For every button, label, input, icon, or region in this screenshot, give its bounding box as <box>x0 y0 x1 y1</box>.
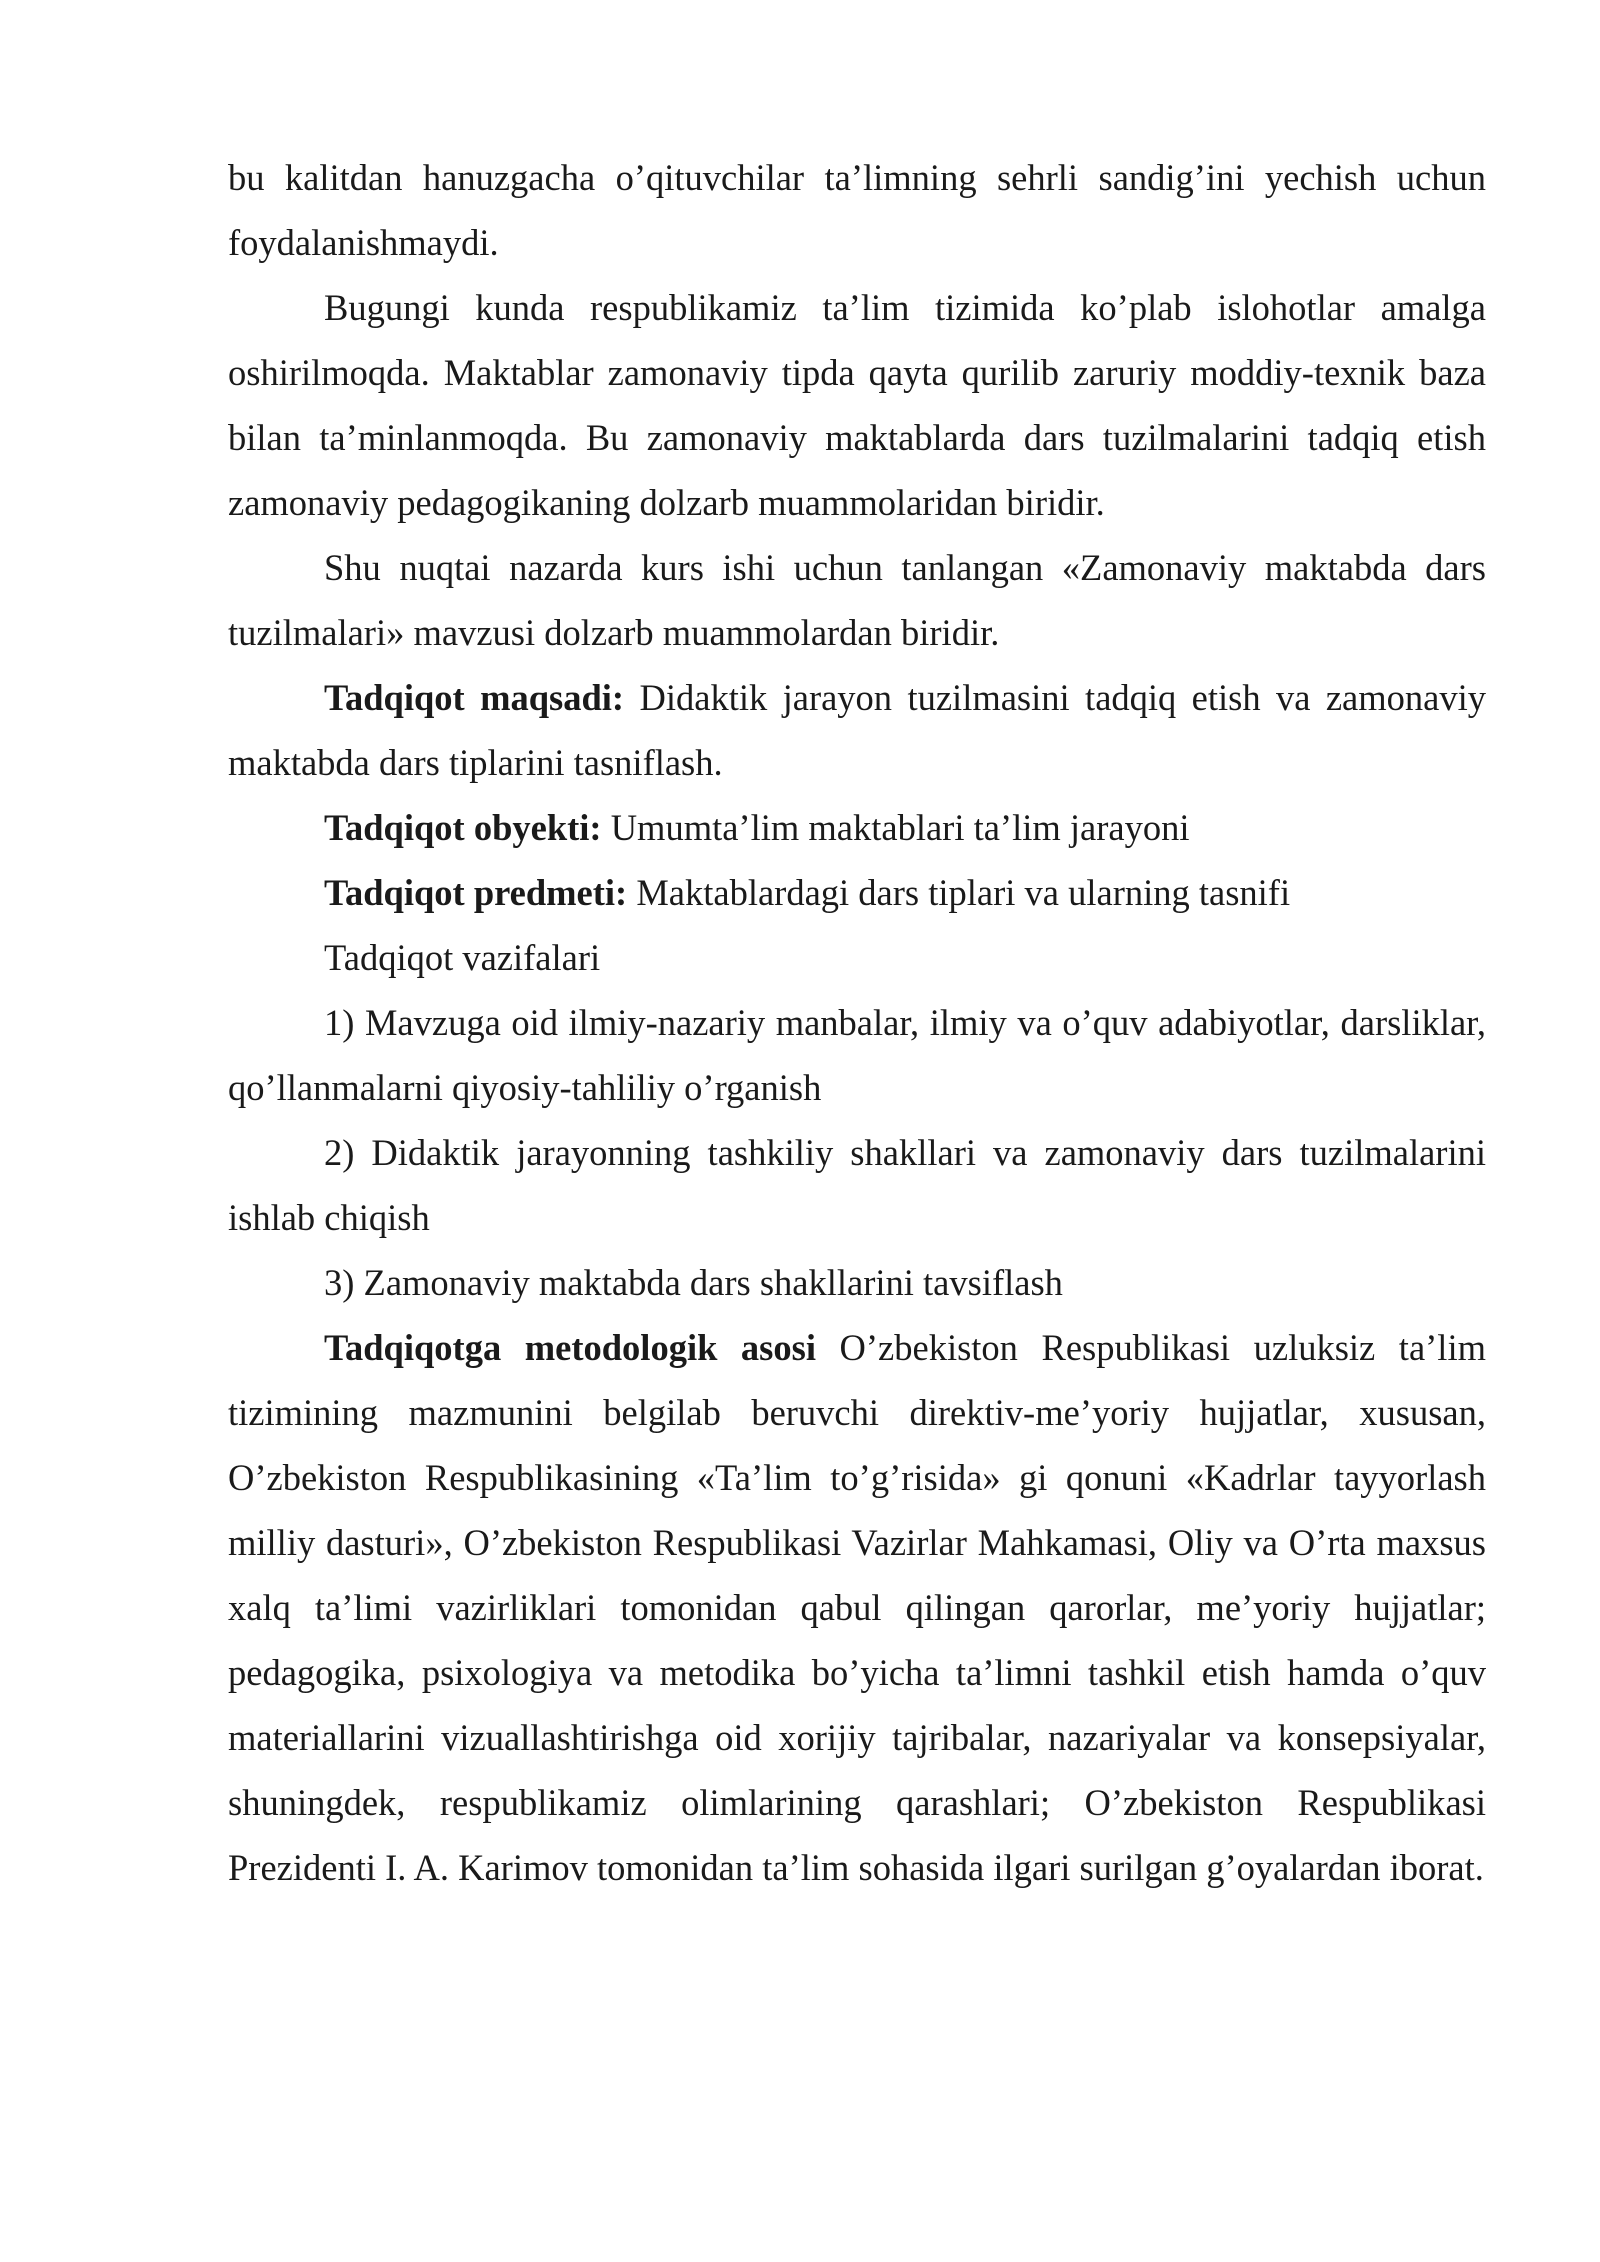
research-subject-label: Tadqiqot predmeti: <box>324 872 628 913</box>
paragraph-reforms: Bugungi kunda respublikamiz ta’lim tizimida ko’plab islohotlar amalga oshirilmoqda. Maktablar zamonaviy tipda qayta qurilib zaruriy moddiy-texnik baza bilan ta’minlanmoqda. Bu zamonaviy maktablarda dars tuzilmalarini tadqiq etish zamonaviy pedagogikaning dolzarb muammolaridan biridir. <box>228 287 1486 523</box>
research-object-label: Tadqiqot obyekti: <box>324 807 602 848</box>
research-object-text: Umumta’lim maktablari ta’lim jarayoni <box>601 807 1190 848</box>
list-item-task-2: 2) Didaktik jarayonning tashkiliy shakllari va zamonaviy dars tuzilmalarini ishlab chiqish <box>228 1132 1486 1238</box>
document-body <box>228 145 1486 1900</box>
methodology-text: O’zbekiston Respublikasi uzluksiz ta’lim tizimining mazmunini belgilab beruvchi direktiv-me’yoriy hujjatlar, xususan, O’zbekiston Respublikasining «Ta’lim to’g’risida» gi qonuni «Kadrlar tayyorlash milliy dasturi», O’zbekiston Respublikasi Vazirlar Mahkamasi, Oliy va O’rta maxsus xalq ta’limi vazirliklari tomonidan qabul qilingan qarorlar, me’yoriy hujjatlar; pedagogika, psixologiya va metodika bo’yicha ta’limni tashkil etish hamda o’quv materiallarini vizuallashtirishga oid xorijiy tajribalar, nazariyalar va konsepsiyalar, shuningdek, respublikamiz olimlarining qarashlari; O’zbekiston Respublikasi Prezidenti I. A. Karimov tomonidan ta’lim sohasida ilgari surilgan g’oyalardan iborat. <box>228 1327 1486 1888</box>
paragraph-research-subject <box>228 860 1486 925</box>
paragraph-research-goal <box>228 665 1486 795</box>
paragraph-topic-relevance: Shu nuqtai nazarda kurs ishi uchun tanlangan «Zamonaviy maktabda dars tuzilmalari» mavzusi dolzarb muammolardan biridir. <box>228 547 1486 653</box>
list-item-task-1: 1) Mavzuga oid ilmiy-nazariy manbalar, ilmiy va o’quv adabiyotlar, darsliklar, qo’llanmalarni qiyosiy-tahliliy o’rganish <box>228 1002 1486 1108</box>
methodology-label: Tadqiqotga metodologik asosi <box>324 1327 816 1368</box>
research-subject-text: Maktablardagi dars tiplari va ularning tasnifi <box>627 872 1291 913</box>
paragraph-methodology <box>228 1315 1486 1900</box>
paragraph-continuation: bu kalitdan hanuzgacha o’qituvchilar ta’limning sehrli sandig’ini yechish uchun foydalanishmaydi. <box>228 157 1486 263</box>
paragraph-tasks-title: Tadqiqot vazifalari <box>324 937 601 978</box>
paragraph-research-object <box>228 795 1486 860</box>
research-goal-label: Tadqiqot maqsadi: <box>324 677 625 718</box>
list-item-task-3: 3) Zamonaviy maktabda dars shakllarini tavsiflash <box>324 1262 1063 1303</box>
research-goal-text: Didaktik jarayon tuzilmasini tadqiq etish va zamonaviy maktabda dars tiplarini tasniflash. <box>228 677 1486 783</box>
